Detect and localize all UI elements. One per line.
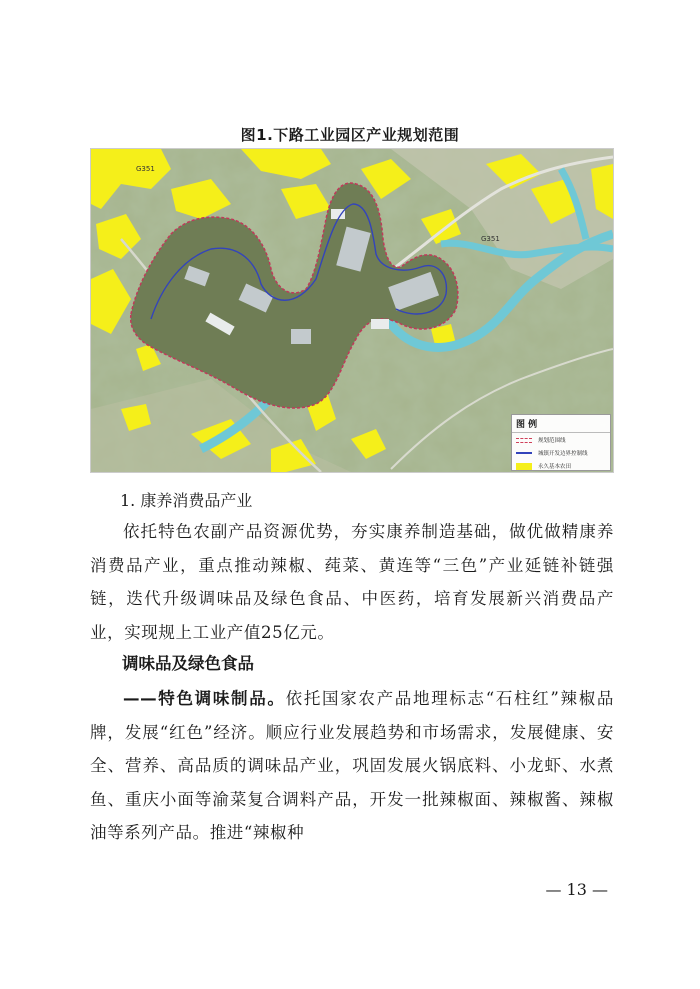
legend-title: 图 例 xyxy=(512,415,610,433)
map-legend xyxy=(511,414,611,471)
road-label-g351-b: G351 xyxy=(481,235,500,243)
legend-item-farmland: 永久基本农田 xyxy=(512,460,610,472)
road-label-g351-a: G351 xyxy=(136,165,155,173)
page-number: — 13 — xyxy=(545,880,608,899)
legend-swatch-red xyxy=(516,438,532,443)
figure-title: 图1.下路工业园区产业规划范围 xyxy=(240,126,460,144)
section-heading: 1. 康养消费品产业 xyxy=(120,491,253,510)
legend-item-development-boundary: 城镇开发边界控制线 xyxy=(512,447,610,459)
legend-swatch-yellow xyxy=(516,463,532,470)
planning-map xyxy=(90,148,614,473)
subsection-heading: 调味品及绿色食品 xyxy=(122,654,254,673)
subsection-lead: ——特色调味制品。 xyxy=(123,689,286,708)
section-paragraph: 依托特色农副产品资源优势，夯实康养制造基础，做优做精康养消费品产业，重点推动辣椒、莼菜、黄连等“三色”产业延链补链强链，迭代升级调味品及绿色食品、中医药，培育发展新兴消费品产业，实现规上工业产值25亿元。 xyxy=(90,522,614,642)
legend-item-planning-boundary: 规划范围线 xyxy=(512,434,610,446)
legend-swatch-blue xyxy=(516,452,532,454)
subsection-paragraph xyxy=(90,682,614,850)
subsection-body: 依托国家农产品地理标志“石柱红”辣椒品牌，发展“红色”经济。顺应行业发展趋势和市场需求，发展健康、安全、营养、高品质的调味品产业，巩固发展火锅底料、小龙虾、水煮鱼、重庆小面等渝菜复合调料产品，开发一批辣椒面、辣椒酱、辣椒油等系列产品。推进“辣椒种 xyxy=(90,689,614,842)
